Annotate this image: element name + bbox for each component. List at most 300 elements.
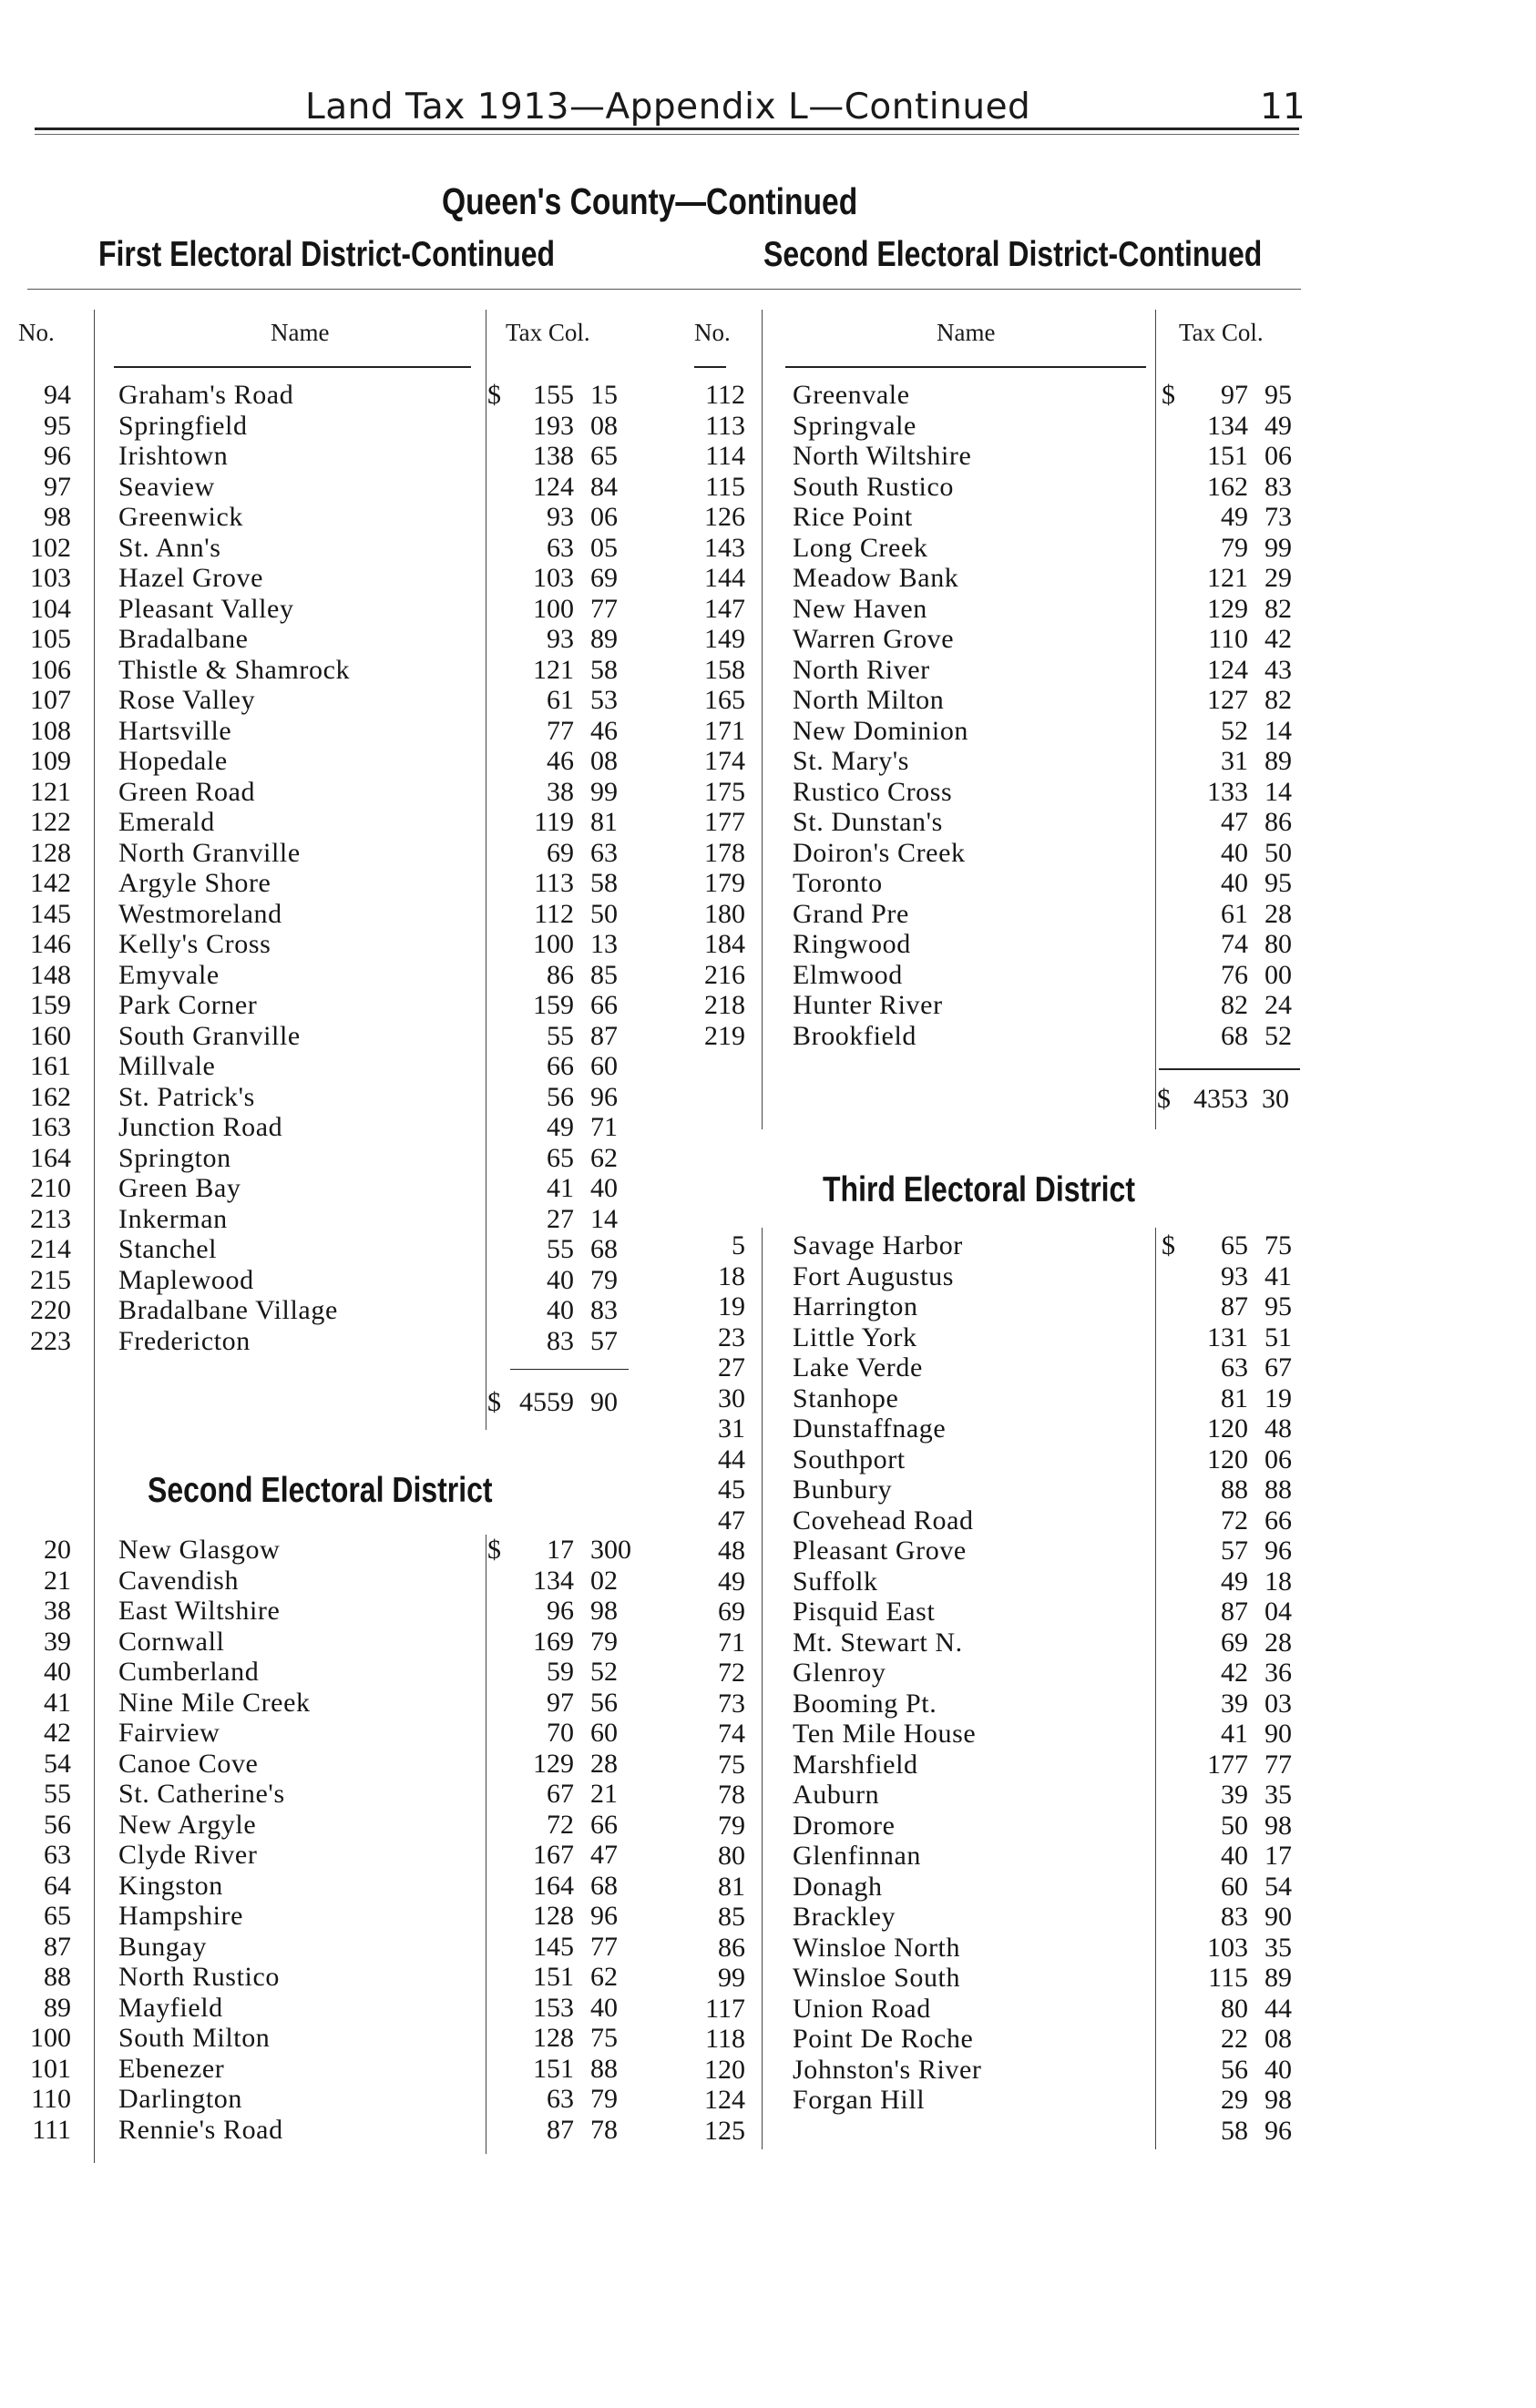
district-name: Kelly's Cross — [118, 929, 271, 959]
tax-cents: 28 — [1265, 1627, 1292, 1658]
table-row — [674, 807, 1348, 838]
second-district-table — [0, 1535, 674, 2145]
district-number: 63 — [44, 1840, 71, 1870]
district-number: 216 — [704, 959, 745, 990]
table-row — [0, 1535, 674, 1566]
tax-cents: 35 — [1265, 1932, 1292, 1963]
tax-dollars: 68 — [1221, 1020, 1248, 1051]
district-name: Ten Mile House — [793, 1719, 977, 1749]
tax-cents: 49 — [1265, 410, 1292, 441]
first-district-continued-table — [0, 380, 674, 1356]
district-number: 159 — [30, 990, 71, 1020]
tax-cents: 02 — [590, 1565, 618, 1596]
district-name: Seaview — [118, 471, 215, 502]
tax-cents: 28 — [590, 1748, 618, 1779]
tax-dollars: 129 — [533, 1748, 574, 1779]
tax-dollars: 39 — [1221, 1688, 1248, 1719]
table-row — [0, 655, 674, 686]
district-name: Springfield — [118, 410, 248, 441]
table-row — [674, 1902, 1348, 1933]
tax-cents: 56 — [590, 1687, 618, 1718]
tax-cents: 88 — [1265, 1474, 1292, 1505]
district-name: St. Ann's — [118, 532, 221, 563]
table-row — [674, 777, 1348, 808]
tax-cents: 63 — [590, 837, 618, 868]
district-number: 114 — [705, 441, 745, 471]
total-rule-second — [1159, 1068, 1300, 1070]
tax-dollars: 134 — [1207, 410, 1248, 441]
tax-dollars: 129 — [1207, 593, 1248, 624]
district-name: Winsloe South — [793, 1963, 961, 1993]
tax-cents: 14 — [1265, 776, 1292, 807]
district-name: Pisquid East — [793, 1597, 936, 1627]
header-rule — [35, 128, 1299, 130]
district-name: Forgan Hill — [793, 2085, 926, 2115]
district-name: St. Mary's — [793, 746, 910, 776]
table-row — [674, 1597, 1348, 1627]
table-row — [0, 868, 674, 899]
tax-dollars: 63 — [547, 2084, 574, 2114]
tax-cents: 40 — [1265, 2054, 1292, 2085]
district-name: Meadow Bank — [793, 563, 959, 593]
tax-cents: 52 — [1265, 1020, 1292, 1051]
tax-cents: 68 — [590, 1870, 618, 1901]
total-cents: 90 — [590, 1387, 618, 1417]
tax-cents: 95 — [1265, 380, 1292, 410]
table-row — [674, 1689, 1348, 1719]
tax-dollars: 86 — [547, 959, 574, 990]
second-district-title: Second Electoral District — [148, 1471, 493, 1510]
tax-dollars: 40 — [547, 1264, 574, 1295]
district-name: Bradalbane — [118, 624, 249, 654]
table-row — [674, 1352, 1348, 1383]
district-number: 69 — [718, 1597, 745, 1627]
table-row — [0, 929, 674, 960]
table-row — [0, 1871, 674, 1902]
tax-cents: 53 — [590, 685, 618, 715]
district-number: 121 — [30, 776, 71, 807]
district-number: 111 — [32, 2114, 71, 2145]
district-name: Harrington — [793, 1291, 918, 1321]
table-row — [0, 594, 674, 625]
tax-cents: 18 — [1265, 1566, 1292, 1597]
table-row — [0, 716, 674, 747]
table-row — [0, 838, 674, 869]
table-row — [674, 1505, 1348, 1536]
tax-dollars: 58 — [1221, 2115, 1248, 2146]
district-name: Donagh — [793, 1871, 883, 1902]
district-number: 49 — [718, 1566, 745, 1597]
district-number: 148 — [30, 959, 71, 990]
district-name: Toronto — [793, 868, 883, 898]
district-name: Clyde River — [118, 1840, 258, 1870]
district-name: Hunter River — [793, 990, 943, 1020]
table-row — [674, 1750, 1348, 1780]
tax-cents: 98 — [590, 1596, 618, 1626]
tax-dollars: 41 — [547, 1173, 574, 1203]
district-number: 178 — [704, 837, 745, 868]
first-district-continued-title: First Electoral District-Continued — [98, 235, 556, 274]
district-number: 109 — [30, 746, 71, 776]
district-number: 73 — [718, 1688, 745, 1719]
district-number: 103 — [30, 563, 71, 593]
district-number: 97 — [44, 471, 71, 502]
district-name: Booming Pt. — [793, 1688, 937, 1719]
tax-cents: 67 — [1265, 1352, 1292, 1383]
tax-dollars: 49 — [547, 1112, 574, 1142]
tax-dollars: 97 — [547, 1687, 574, 1718]
tax-cents: 15 — [590, 380, 618, 410]
tax-dollars: 151 — [533, 1962, 574, 1992]
table-row — [674, 1536, 1348, 1566]
table-row — [674, 1872, 1348, 1903]
tax-dollars: 193 — [533, 410, 574, 441]
tax-cents: 66 — [590, 990, 618, 1020]
district-name: Lake Verde — [793, 1352, 923, 1383]
district-name: Southport — [793, 1444, 906, 1474]
district-number: 27 — [718, 1352, 745, 1383]
district-name: Marshfield — [793, 1749, 918, 1780]
tax-cents: 17 — [1265, 1841, 1292, 1871]
district-number: 184 — [704, 929, 745, 959]
tax-dollars: 38 — [547, 776, 574, 807]
table-row — [0, 411, 674, 442]
col-head-no-right: No. — [694, 319, 731, 346]
table-row — [0, 1962, 674, 1993]
table-row — [0, 1840, 674, 1871]
district-name: North Milton — [793, 685, 945, 715]
tax-dollars: 77 — [547, 715, 574, 746]
col-head-tax-left: Tax Col. — [506, 319, 590, 346]
head-underline — [114, 366, 471, 368]
tax-cents: 43 — [1265, 654, 1292, 685]
district-name: Inkerman — [118, 1203, 228, 1234]
tax-cents: 41 — [1265, 1260, 1292, 1291]
district-number: 21 — [44, 1565, 71, 1596]
tax-dollars: 55 — [547, 1020, 574, 1051]
tax-dollars: 59 — [547, 1657, 574, 1687]
table-row — [674, 990, 1348, 1021]
tax-cents: 40 — [590, 1173, 618, 1203]
table-row — [0, 1204, 674, 1235]
tax-cents: 77 — [590, 593, 618, 624]
district-name: Fairview — [118, 1718, 220, 1748]
tax-dollars: 151 — [1207, 441, 1248, 471]
district-name: Canoe Cove — [118, 1748, 259, 1779]
district-name: Irishtown — [118, 441, 229, 471]
tax-cents: 58 — [590, 654, 618, 685]
tax-cents: 50 — [590, 898, 618, 929]
district-number: 65 — [44, 1901, 71, 1931]
tax-cents: 54 — [1265, 1871, 1292, 1902]
tax-cents: 83 — [1265, 471, 1292, 502]
district-number: 107 — [30, 685, 71, 715]
district-number: 106 — [30, 654, 71, 685]
district-name: New Glasgow — [118, 1535, 281, 1565]
table-row — [674, 685, 1348, 716]
tax-cents: 95 — [1265, 1291, 1292, 1321]
district-name: Park Corner — [118, 990, 258, 1020]
table-row — [674, 716, 1348, 747]
tax-dollars: 124 — [533, 471, 574, 502]
tax-dollars: 31 — [1221, 746, 1248, 776]
district-number: 145 — [30, 898, 71, 929]
table-row — [0, 1295, 674, 1326]
district-number: 105 — [30, 624, 71, 654]
district-name: South Granville — [118, 1020, 301, 1051]
district-number: 81 — [718, 1871, 745, 1902]
tax-cents: 40 — [590, 1992, 618, 2023]
tax-dollars: 131 — [1207, 1321, 1248, 1352]
district-number: 110 — [31, 2084, 71, 2114]
district-name: North Granville — [118, 837, 301, 868]
table-row — [674, 868, 1348, 899]
district-name: Rustico Cross — [793, 776, 953, 807]
district-name: Grand Pre — [793, 898, 909, 929]
district-name: New Haven — [793, 593, 927, 624]
district-name: Brookfield — [793, 1020, 916, 1051]
district-number: 122 — [30, 807, 71, 837]
tax-dollars: 162 — [1207, 471, 1248, 502]
district-name: Kingston — [118, 1870, 223, 1901]
table-row — [0, 1779, 674, 1810]
tax-dollars: 60 — [1221, 1871, 1248, 1902]
table-row — [674, 1719, 1348, 1750]
table-row — [0, 1627, 674, 1658]
table-row — [0, 441, 674, 472]
district-number: 124 — [704, 2085, 745, 2115]
district-number: 54 — [44, 1748, 71, 1779]
table-row — [0, 1051, 674, 1082]
tax-cents: 62 — [590, 1142, 618, 1173]
tax-cents: 75 — [1265, 1230, 1292, 1260]
table-row — [674, 1322, 1348, 1353]
second-district-continued-title: Second Electoral District-Continued — [763, 235, 1263, 274]
tax-cents: 69 — [590, 563, 618, 593]
tax-cents: 96 — [590, 1081, 618, 1112]
tax-dollars: 81 — [1221, 1383, 1248, 1413]
district-number: 215 — [30, 1264, 71, 1295]
tax-dollars: 39 — [1221, 1780, 1248, 1810]
district-number: 48 — [718, 1536, 745, 1566]
tax-dollars: 124 — [1207, 654, 1248, 685]
header-rule-thin — [35, 134, 1299, 135]
district-name: Suffolk — [793, 1566, 878, 1597]
tax-cents: 98 — [1265, 1810, 1292, 1841]
tax-cents: 82 — [1265, 593, 1292, 624]
district-number: 128 — [30, 837, 71, 868]
table-row — [674, 1021, 1348, 1052]
tax-dollars: 50 — [1221, 1810, 1248, 1841]
currency-symbol: $ — [1162, 1230, 1175, 1260]
tax-cents: 08 — [1265, 2024, 1292, 2054]
tax-dollars: 49 — [1221, 502, 1248, 532]
table-row — [0, 1810, 674, 1841]
district-name: Rice Point — [793, 502, 913, 532]
district-name: Westmoreland — [118, 898, 282, 929]
tax-dollars: 40 — [1221, 837, 1248, 868]
table-row — [674, 1811, 1348, 1842]
tax-dollars: 66 — [547, 1051, 574, 1081]
tax-cents: 44 — [1265, 1993, 1292, 2024]
district-name: Hazel Grove — [118, 563, 264, 593]
district-name: Mayfield — [118, 1992, 223, 2023]
table-row — [674, 960, 1348, 991]
tax-dollars: 74 — [1221, 929, 1248, 959]
tax-cents: 90 — [1265, 1719, 1292, 1749]
tax-dollars: 110 — [1208, 624, 1248, 654]
table-row — [674, 563, 1348, 594]
district-number: 143 — [704, 532, 745, 563]
district-number: 147 — [704, 593, 745, 624]
tax-cents: 99 — [1265, 532, 1292, 563]
tax-dollars: 121 — [1207, 563, 1248, 593]
table-row — [674, 502, 1348, 533]
tax-dollars: 79 — [1221, 532, 1248, 563]
district-name: North Wiltshire — [793, 441, 972, 471]
table-row — [674, 1780, 1348, 1811]
second-district-total — [674, 1084, 1348, 1115]
district-number: 126 — [704, 502, 745, 532]
table-row — [0, 685, 674, 716]
table-row — [0, 1749, 674, 1780]
tax-cents: 68 — [590, 1234, 618, 1264]
tax-cents: 85 — [590, 959, 618, 990]
district-name: Little York — [793, 1321, 917, 1352]
tax-dollars: 63 — [547, 532, 574, 563]
currency-symbol: $ — [487, 1535, 501, 1565]
tax-dollars: 153 — [533, 1992, 574, 2023]
table-row — [674, 1261, 1348, 1292]
district-name: Warren Grove — [793, 624, 955, 654]
third-district-table — [674, 1230, 1348, 2146]
tax-cents: 14 — [1265, 715, 1292, 746]
tax-cents: 96 — [590, 1901, 618, 1931]
district-number: 112 — [705, 380, 745, 410]
district-name: Glenfinnan — [793, 1841, 921, 1871]
tax-cents: 71 — [590, 1112, 618, 1142]
district-number: 165 — [704, 685, 745, 715]
tax-dollars: 69 — [547, 837, 574, 868]
tax-dollars: 100 — [533, 929, 574, 959]
district-number: 214 — [30, 1234, 71, 1264]
table-row — [674, 380, 1348, 411]
table-row — [674, 655, 1348, 686]
district-name: Greenwick — [118, 502, 244, 532]
tax-cents: 90 — [1265, 1902, 1292, 1932]
tax-dollars: 69 — [1221, 1627, 1248, 1658]
tax-cents: 57 — [590, 1325, 618, 1356]
tax-cents: 35 — [1265, 1780, 1292, 1810]
district-number: 40 — [44, 1657, 71, 1687]
district-number: 104 — [30, 593, 71, 624]
third-district-title: Third Electoral District — [823, 1170, 1135, 1209]
district-number: 174 — [704, 746, 745, 776]
tax-dollars: 177 — [1207, 1749, 1248, 1780]
tax-cents: 77 — [590, 1931, 618, 1962]
tax-dollars: 61 — [1221, 898, 1248, 929]
tax-cents: 88 — [590, 2053, 618, 2084]
tax-cents: 80 — [1265, 929, 1292, 959]
district-number: 85 — [718, 1902, 745, 1932]
district-number: 56 — [44, 1809, 71, 1840]
district-name: Bungay — [118, 1931, 207, 1962]
district-name: Hopedale — [118, 746, 228, 776]
table-row — [0, 1932, 674, 1963]
tax-cents: 00 — [1265, 959, 1292, 990]
table-row — [674, 1963, 1348, 1994]
tax-dollars: 80 — [1221, 1993, 1248, 2024]
table-row — [674, 2055, 1348, 2086]
col-head-no-left: No. — [18, 319, 55, 346]
district-number: 95 — [44, 410, 71, 441]
district-number: 39 — [44, 1626, 71, 1657]
district-number: 210 — [30, 1173, 71, 1203]
table-row — [0, 960, 674, 991]
table-row — [674, 1474, 1348, 1505]
district-name: Fredericton — [118, 1325, 251, 1356]
district-name: Hartsville — [118, 715, 232, 746]
table-row — [0, 1657, 674, 1688]
first-district-total — [0, 1387, 674, 1418]
second-district-continued-table — [674, 380, 1348, 1051]
tax-dollars: 112 — [534, 898, 574, 929]
tax-dollars: 83 — [547, 1325, 574, 1356]
district-number: 19 — [718, 1291, 745, 1321]
tax-cents: 08 — [590, 746, 618, 776]
tax-dollars: 63 — [1221, 1352, 1248, 1383]
tax-dollars: 57 — [1221, 1536, 1248, 1566]
tax-dollars: 133 — [1207, 776, 1248, 807]
table-row — [0, 1326, 674, 1357]
district-name: Springvale — [793, 410, 916, 441]
district-number: 98 — [44, 502, 71, 532]
district-name: Stanhope — [793, 1383, 899, 1413]
district-name: Mt. Stewart N. — [793, 1627, 963, 1658]
district-name: Springton — [118, 1142, 231, 1173]
district-number: 102 — [30, 532, 71, 563]
district-name: Maplewood — [118, 1264, 254, 1295]
tax-dollars: 100 — [533, 593, 574, 624]
district-number: 115 — [705, 471, 745, 502]
tax-dollars: 138 — [533, 441, 574, 471]
district-name: Glenroy — [793, 1658, 886, 1688]
table-row — [0, 1112, 674, 1143]
district-name: North River — [793, 654, 930, 685]
tax-cents: 77 — [1265, 1749, 1292, 1780]
total-currency: $ — [487, 1387, 501, 1417]
district-number: 220 — [30, 1295, 71, 1325]
district-number: 118 — [705, 2024, 745, 2054]
tax-dollars: 29 — [1221, 2085, 1248, 2115]
district-number: 72 — [718, 1658, 745, 1688]
tax-cents: 46 — [590, 715, 618, 746]
district-number: 5 — [732, 1230, 745, 1260]
tax-dollars: 169 — [533, 1626, 574, 1657]
tax-cents: 13 — [590, 929, 618, 959]
tax-cents: 47 — [590, 1840, 618, 1870]
tax-dollars: 55 — [547, 1234, 574, 1264]
tax-cents: 28 — [1265, 898, 1292, 929]
tax-dollars: 65 — [1221, 1230, 1248, 1260]
table-row — [674, 1291, 1348, 1322]
table-top-rule — [27, 289, 1301, 290]
district-name: Green Road — [118, 776, 256, 807]
district-name: Emerald — [118, 807, 215, 837]
district-name: Bunbury — [793, 1474, 893, 1505]
tax-dollars: 103 — [1207, 1932, 1248, 1963]
tax-cents: 89 — [1265, 746, 1292, 776]
